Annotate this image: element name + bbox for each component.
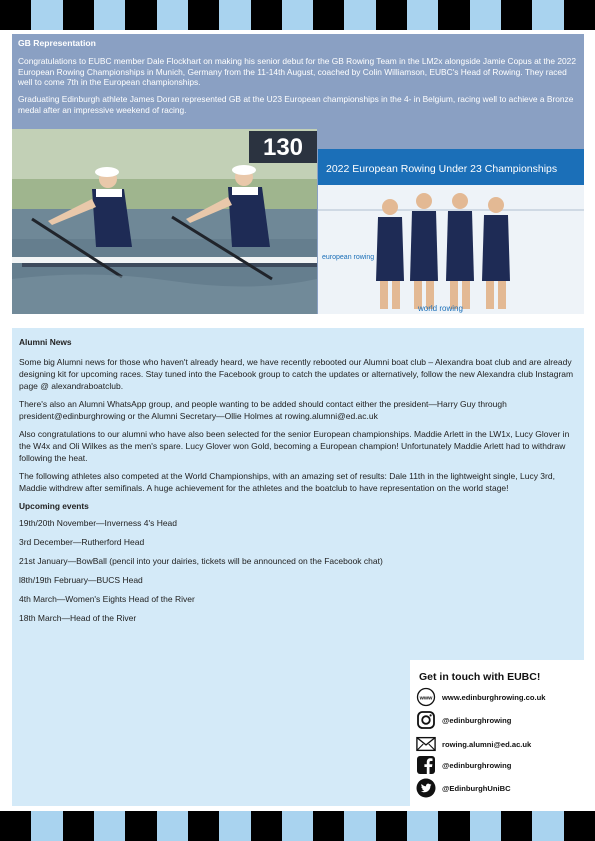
event-item: 18th March—Head of the River: [19, 613, 137, 623]
contact-email[interactable]: [416, 733, 531, 755]
twitter-icon: [416, 778, 436, 798]
facebook-icon: [416, 755, 436, 775]
top-stripe-border: [0, 0, 595, 30]
banner-text: 2022 European Rowing Under 23 Championships: [326, 163, 558, 175]
email-icon: [416, 734, 436, 754]
facebook-text: @edinburghrowing: [442, 760, 512, 770]
www-icon: [416, 687, 436, 707]
photo-u23-podium: [318, 149, 584, 314]
instagram-text: @edinburghrowing: [442, 715, 512, 725]
gb-representation-section: [12, 34, 584, 314]
contact-title: Get in touch with EUBC!: [419, 671, 541, 683]
event-item: l8th/19th February—BUCS Head: [19, 575, 143, 585]
alumni-paragraph-4: The following athletes also competed at the World Championships, with an amazing set of results: Dale 11th in the lightweight single, Lucy 3rd, Maddie withdrew after semifinals. A huge achievement for the athletes and the boatclub to have representation on the world stage!: [19, 471, 555, 493]
gb-paragraph-2: Graduating Edinburgh athlete James Doran represented GB at the U23 European championships in the 4- in Belgium, racing well to achieve a Bronze medal after an impressive weekend of racing.: [18, 94, 574, 115]
upcoming-events-heading: Upcoming events: [19, 501, 89, 511]
event-item: 21st January—BowBall (pencil into your dairies, tickets will be announced on the Facebook chat): [19, 556, 383, 566]
events-list: [19, 517, 577, 624]
email-text: rowing.alumni@ed.ac.uk: [442, 739, 532, 749]
footer-text: world rowing: [418, 304, 463, 313]
bottom-stripe-border: [0, 811, 595, 841]
instagram-icon: [416, 710, 436, 730]
alumni-paragraph-1: Some big Alumni news for those who haven't already heard, we have recently rebooted our Alumni boat club – Alexandra boat club and are already designing kit for upcoming races. Stay tuned into the Facebook group to catch the updates or alternatively, follow the new Alexandra club Instagram page @ alexandraboatclub.: [19, 357, 574, 391]
alumni-paragraph-3: Also congratulations to our alumni who have also been selected for the senior European championships. Maddie Arlett in the LW1x, Lucy Glover in the W4x and Oli Wilkes as the men's spare. Lucy Glover won Gold, becoming a European champion! Unfortunately Maddie Arlett had to withdraw following the heat.: [19, 429, 570, 463]
event-item: 3rd December—Rutherford Head: [19, 537, 145, 547]
contact-box: [410, 660, 585, 806]
u23-podium-illustration: [318, 149, 584, 314]
twitter-text: @EdinburghUniBC: [442, 783, 511, 793]
contact-instagram[interactable]: [416, 709, 511, 731]
gb-paragraph-1: Congratulations to EUBC member Dale Flockhart on making his senior debut for the GB Rowing Team in the LM2x alongside Jamie Copus at the 2022 European Rowing Championships in Munich, Germany from the 11-14th August, coached by Colin Williamson, EUBC's Head of Rowing. They raced well to come 7th in the European championships.: [18, 55, 577, 88]
contact-website[interactable]: [416, 686, 546, 708]
alumni-paragraph-2: There's also an Alumni WhatsApp group, and people wanting to be added should contact either the president—Harry Guy through president@edinburghrowing or the Alumni Secretary—Ollie Holmes at rowing.alumni@ed.ac.uk: [19, 399, 507, 421]
gb-representation-heading: GB Representation: [18, 38, 96, 48]
event-item: 4th March—Women's Eights Head of the River: [19, 594, 195, 604]
photo-double-scull: [12, 129, 317, 314]
board-text: european rowing: [322, 254, 375, 261]
website-text: www.edinburghrowing.co.uk: [442, 692, 546, 702]
contact-twitter[interactable]: [416, 777, 511, 799]
double-scull-illustration: [12, 129, 317, 314]
event-item: 19th/20th November—Inverness 4's Head: [19, 518, 178, 528]
boat-number: 130: [262, 134, 304, 161]
contact-facebook[interactable]: [416, 754, 511, 776]
alumni-news-heading: Alumni News: [19, 337, 72, 347]
svg-text:www: www: [419, 695, 433, 702]
